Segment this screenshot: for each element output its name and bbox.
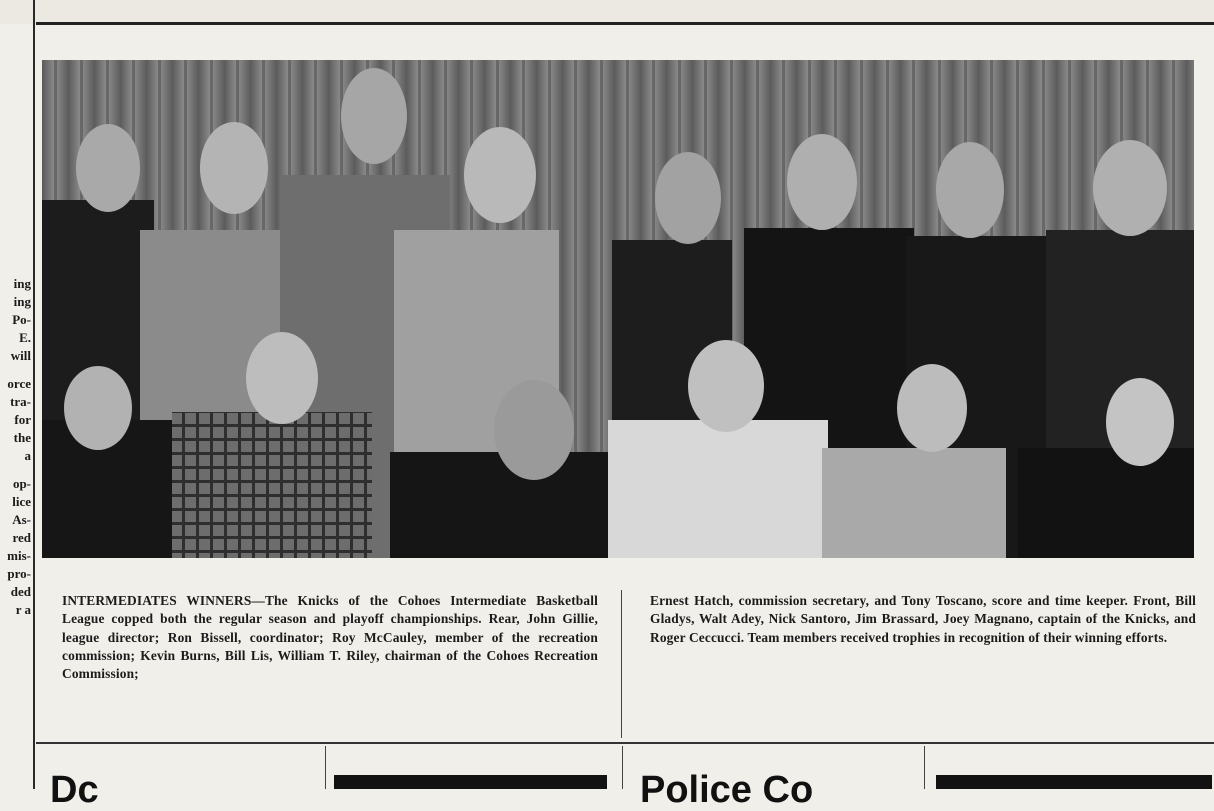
- left-line: a: [24, 448, 31, 463]
- bottom-rule: [36, 742, 1214, 744]
- left-line: op-: [12, 476, 31, 491]
- dark-headline-block: [334, 775, 607, 789]
- top-strip: [0, 0, 1214, 24]
- bottom-column-divider: [622, 746, 623, 789]
- bottom-column-divider: [924, 746, 925, 789]
- left-line: Po-: [12, 312, 31, 327]
- caption-lead: INTERMEDIATES WINNERS—: [62, 593, 265, 608]
- bottom-headline: Police Co: [640, 769, 814, 811]
- left-line: tra-: [10, 394, 31, 409]
- left-line: lice: [12, 494, 31, 509]
- left-line: orce: [7, 376, 31, 391]
- bottom-headline: Dc: [50, 769, 99, 811]
- photo-caption-col2: [650, 592, 1196, 647]
- caption-divider: [621, 590, 622, 738]
- top-rule: [36, 22, 1214, 25]
- left-line: for: [14, 412, 31, 427]
- left-line: ing: [13, 276, 31, 291]
- left-line: pro-: [7, 566, 31, 581]
- left-column-text: [0, 275, 31, 619]
- bottom-column-divider: [325, 746, 326, 789]
- caption-text-col2: Ernest Hatch, commission secretary, and Tony Toscano, score and time keeper. Front, Bill Gladys, Walt Adey, Nick Santoro, Jim Brassard, Joey Magnano, captain of the Knicks, and Roger Ceccucci. Team members received trophies in recognition of their winning efforts.: [650, 593, 1196, 645]
- left-line: mis-: [7, 548, 31, 563]
- left-line: r a: [15, 602, 31, 617]
- left-line: the: [13, 430, 31, 445]
- team-photo: [42, 60, 1194, 558]
- left-line: red: [12, 530, 31, 545]
- left-line: will: [10, 348, 31, 363]
- left-line: As-: [12, 512, 31, 527]
- column-divider-left: [33, 0, 35, 789]
- left-line: E.: [19, 330, 31, 345]
- left-line: ing: [13, 294, 31, 309]
- team-photo-illustration: [42, 60, 1194, 558]
- left-line: ded: [10, 584, 31, 599]
- photo-caption-col1: [62, 592, 598, 683]
- caption-text-col1: The Knicks of the Cohoes Intermediate Basketball League copped both the regular season and playoff championships. Rear, John Gillie, league director; Ron Bissell, coordinator; Roy McCauley, member of the recreation commission; Kevin Burns, Bill Lis, William T. Riley, chairman of the Cohoes Recreation Commission;: [62, 593, 598, 682]
- dark-headline-block: [936, 775, 1212, 789]
